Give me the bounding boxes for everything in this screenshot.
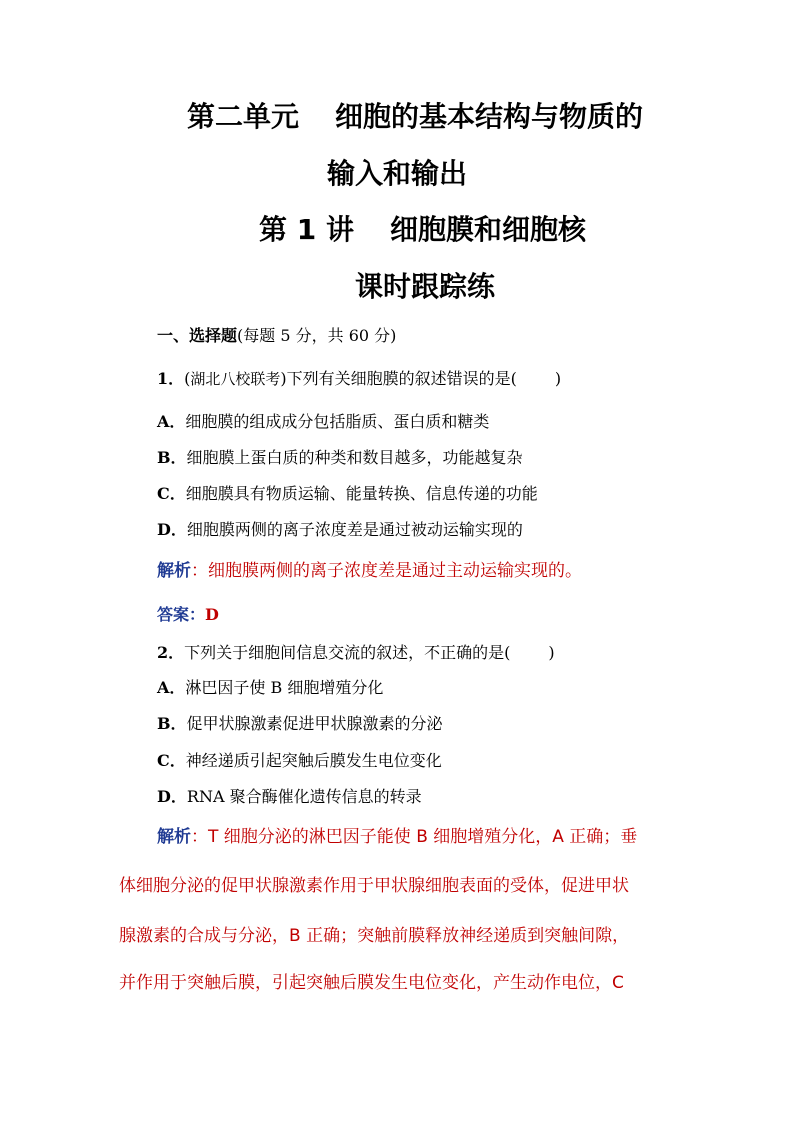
unit-label: 第二单元 bbox=[187, 100, 300, 133]
question-2-analysis-line-3: 腺激素的合成与分泌，B 正确；突触前膜释放神经递质到突触间隙， bbox=[119, 926, 630, 946]
analysis-colon: ： bbox=[191, 561, 208, 581]
option-letter: B． bbox=[157, 448, 187, 467]
lesson-title bbox=[259, 213, 586, 247]
option-letter: C． bbox=[157, 751, 186, 770]
option-text: 促甲状腺激素促进甲状腺激素的分泌 bbox=[186, 714, 443, 733]
unit-title bbox=[187, 100, 643, 134]
lesson-name: 细胞膜和细胞核 bbox=[389, 213, 586, 246]
question-stem: 下列有关细胞膜的叙述错误的是( bbox=[286, 369, 517, 388]
option-letter: D． bbox=[157, 520, 187, 539]
option-text: 神经递质引起突触后膜发生电位变化 bbox=[185, 751, 442, 770]
option-c bbox=[157, 750, 442, 772]
question-2-analysis-line-1 bbox=[157, 826, 717, 848]
option-b bbox=[157, 713, 443, 735]
stem-close: ) bbox=[548, 643, 555, 662]
question-2-analysis-line-2: 体细胞分泌的促甲状腺激素作用于甲状腺细胞表面的受体，促进甲状 bbox=[119, 876, 629, 896]
analysis-label: 解析 bbox=[157, 827, 191, 847]
section-title: 课时跟踪练 bbox=[355, 270, 496, 303]
question-1-stem bbox=[157, 368, 561, 390]
analysis-label: 解析 bbox=[157, 561, 191, 581]
option-text: 细胞膜两侧的离子浓度差是通过被动运输实现的 bbox=[186, 520, 523, 539]
section-heading-note: (每题 5 分，共 60 分) bbox=[237, 326, 397, 345]
option-text: 细胞膜的组成成分包括脂质、蛋白质和糖类 bbox=[185, 412, 490, 431]
question-1-answer bbox=[157, 604, 219, 626]
section-heading bbox=[157, 325, 396, 347]
question-2-stem bbox=[157, 642, 555, 664]
question-number: 2． bbox=[157, 643, 185, 662]
option-letter: A． bbox=[157, 412, 186, 431]
option-letter: D． bbox=[157, 787, 187, 806]
question-source: 湖北八校联考 bbox=[190, 370, 281, 388]
option-letter: B． bbox=[157, 714, 187, 733]
analysis-text: 细胞膜两侧的离子浓度差是通过主动运输实现的。 bbox=[208, 561, 582, 581]
option-c bbox=[157, 483, 538, 505]
option-a bbox=[157, 677, 383, 699]
stem-close: ) bbox=[554, 369, 562, 388]
answer-label: 答案： bbox=[157, 605, 206, 624]
option-d bbox=[157, 786, 422, 808]
unit-title-part2: 输入和输出 bbox=[327, 157, 468, 190]
question-1-analysis bbox=[157, 560, 582, 582]
source-close: ) bbox=[280, 369, 287, 388]
unit-title-part1: 细胞的基本结构与物质的 bbox=[335, 100, 644, 133]
analysis-text: T 细胞分泌的淋巴因子能使 B 细胞增殖分化，A 正确；垂 bbox=[208, 827, 638, 847]
option-text: 细胞膜上蛋白质的种类和数目越多，功能越复杂 bbox=[186, 448, 523, 467]
question-stem: 下列关于细胞间信息交流的叙述，不正确的是( bbox=[184, 643, 511, 662]
answer-value: D bbox=[205, 605, 219, 624]
option-letter: A． bbox=[157, 678, 186, 697]
option-text: 细胞膜具有物质运输、能量转换、信息传递的功能 bbox=[185, 484, 538, 503]
source-open: ( bbox=[184, 369, 191, 388]
question-number: 1． bbox=[157, 369, 185, 388]
option-a bbox=[157, 411, 489, 433]
option-b bbox=[157, 447, 523, 469]
option-d bbox=[157, 519, 523, 541]
option-text: 淋巴因子使 B 细胞增殖分化 bbox=[185, 678, 384, 697]
lesson-label: 第 1 讲 bbox=[259, 213, 354, 246]
analysis-colon: ： bbox=[191, 827, 208, 847]
option-letter: C． bbox=[157, 484, 186, 503]
section-heading-label: 一、选择题 bbox=[157, 326, 238, 345]
question-2-analysis-line-4: 并作用于突触后膜，引起突触后膜发生电位变化，产生动作电位，C bbox=[119, 973, 624, 993]
option-text: RNA 聚合酶催化遗传信息的转录 bbox=[186, 787, 422, 806]
